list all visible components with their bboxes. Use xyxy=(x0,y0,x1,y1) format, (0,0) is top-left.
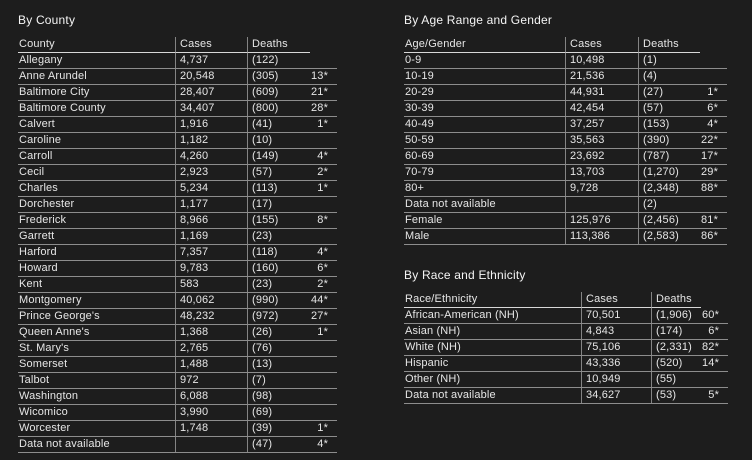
by-race-ethnicity-section xyxy=(404,269,728,404)
table-row xyxy=(18,421,337,437)
row-label: African-American (NH) xyxy=(405,309,519,321)
deaths-value: (122) xyxy=(247,53,310,68)
cases-value: 4,843 xyxy=(581,324,651,339)
column-header-spacer xyxy=(310,37,337,53)
table-row xyxy=(404,229,727,245)
table-row xyxy=(404,388,728,404)
deaths-value: (53) xyxy=(651,388,701,403)
column-header-race-ethnicity: Race/Ethnicity xyxy=(404,292,581,308)
row-label: 80+ xyxy=(405,182,425,194)
cases-value: 34,407 xyxy=(175,101,247,116)
row-label: Cecil xyxy=(19,166,45,178)
column-header-age-gender: Age/Gender xyxy=(404,37,565,53)
table-row xyxy=(404,85,727,101)
table-row xyxy=(18,165,337,181)
deaths-value: (305) xyxy=(247,69,310,84)
table-row xyxy=(18,53,337,69)
table-row xyxy=(404,197,727,213)
table-row xyxy=(404,324,728,340)
deaths-value: (2,348) xyxy=(638,181,700,196)
row-label: 50-59 xyxy=(405,134,434,146)
deaths-star-value: 5* xyxy=(708,389,719,401)
row-label: Other (NH) xyxy=(405,373,461,385)
deaths-star-value: 4* xyxy=(707,118,718,130)
table-row xyxy=(18,245,337,261)
deaths-value: (26) xyxy=(247,325,310,340)
cases-value: 113,386 xyxy=(565,229,638,244)
deaths-star-value: 4* xyxy=(317,438,328,450)
deaths-value: (13) xyxy=(247,357,310,372)
table-row xyxy=(18,101,337,117)
cases-value: 20,548 xyxy=(175,69,247,84)
row-label: Frederick xyxy=(19,214,67,226)
deaths-star-value: 22* xyxy=(701,134,718,146)
table-row xyxy=(18,197,337,213)
deaths-value: (2,456) xyxy=(638,213,700,228)
row-label: Dorchester xyxy=(19,198,75,210)
column-header-cases: Cases xyxy=(581,292,651,308)
deaths-star-value xyxy=(310,197,337,212)
row-label: Worcester xyxy=(19,422,71,434)
table-header-row xyxy=(18,37,337,53)
deaths-star-value xyxy=(701,372,728,387)
deaths-star-value: 6* xyxy=(317,262,328,274)
deaths-value: (17) xyxy=(247,197,310,212)
table-row xyxy=(404,117,727,133)
deaths-value: (55) xyxy=(651,372,701,387)
cases-value: 1,916 xyxy=(175,117,247,132)
row-label: 40-49 xyxy=(405,118,434,130)
deaths-value: (47) xyxy=(247,437,310,452)
table-row xyxy=(404,53,727,69)
row-label: Anne Arundel xyxy=(19,70,87,82)
row-label: Carroll xyxy=(19,150,53,162)
table-row xyxy=(404,372,728,388)
deaths-value: (69) xyxy=(247,405,310,420)
deaths-star-value xyxy=(310,389,337,404)
column-header-deaths: Deaths xyxy=(651,292,701,308)
cases-value: 1,182 xyxy=(175,133,247,148)
deaths-star-value xyxy=(310,357,337,372)
cases-value: 44,931 xyxy=(565,85,638,100)
deaths-star-value: 1* xyxy=(707,86,718,98)
by-county-section xyxy=(18,14,337,453)
deaths-value: (76) xyxy=(247,341,310,356)
deaths-value: (98) xyxy=(247,389,310,404)
column-header-spacer xyxy=(700,37,727,53)
cases-value: 1,488 xyxy=(175,357,247,372)
table-row xyxy=(404,356,728,372)
cases-value: 125,976 xyxy=(565,213,638,228)
cases-value: 7,357 xyxy=(175,245,247,260)
deaths-star-value: 17* xyxy=(701,150,718,162)
deaths-value: (2,583) xyxy=(638,229,700,244)
cases-value: 48,232 xyxy=(175,309,247,324)
table-row xyxy=(404,308,728,324)
deaths-star-value: 81* xyxy=(701,214,718,226)
deaths-star-value xyxy=(310,405,337,420)
deaths-star-value xyxy=(700,53,727,68)
table-row xyxy=(18,293,337,309)
row-label: White (NH) xyxy=(405,341,461,353)
table-row xyxy=(404,213,727,229)
cases-value: 37,257 xyxy=(565,117,638,132)
row-label: Queen Anne's xyxy=(19,326,90,338)
cases-value: 42,454 xyxy=(565,101,638,116)
row-label: Female xyxy=(405,214,443,226)
deaths-star-value: 1* xyxy=(317,118,328,130)
row-label: Harford xyxy=(19,246,57,258)
row-label: Caroline xyxy=(19,134,62,146)
row-label: St. Mary's xyxy=(19,342,70,354)
cases-value: 2,765 xyxy=(175,341,247,356)
cases-value: 4,737 xyxy=(175,53,247,68)
row-label: Calvert xyxy=(19,118,55,130)
deaths-star-value: 13* xyxy=(311,70,328,82)
row-label: Howard xyxy=(19,262,58,274)
deaths-star-value xyxy=(310,373,337,388)
deaths-star-value: 27* xyxy=(311,310,328,322)
section-title-by-race-ethnicity: By Race and Ethnicity xyxy=(404,268,526,282)
deaths-value: (2) xyxy=(638,197,700,212)
cases-value: 10,949 xyxy=(581,372,651,387)
deaths-value: (155) xyxy=(247,213,310,228)
column-header-spacer xyxy=(701,292,728,308)
deaths-value: (990) xyxy=(247,293,310,308)
row-label: Allegany xyxy=(19,54,63,66)
deaths-value: (57) xyxy=(638,101,700,116)
cases-value: 1,169 xyxy=(175,229,247,244)
deaths-value: (27) xyxy=(638,85,700,100)
deaths-value: (23) xyxy=(247,229,310,244)
county-table-body xyxy=(18,53,337,453)
section-title-by-county: By County xyxy=(18,13,76,27)
cases-value: 583 xyxy=(175,277,247,292)
table-row xyxy=(18,261,337,277)
deaths-star-value: 4* xyxy=(317,246,328,258)
deaths-star-value: 1* xyxy=(317,182,328,194)
section-title-by-age-gender: By Age Range and Gender xyxy=(404,13,553,27)
cases-value: 75,106 xyxy=(581,340,651,355)
deaths-value: (174) xyxy=(651,324,701,339)
deaths-value: (2,331) xyxy=(651,340,701,355)
deaths-value: (153) xyxy=(638,117,700,132)
deaths-star-value xyxy=(700,197,727,212)
cases-value: 34,627 xyxy=(581,388,651,403)
deaths-value: (4) xyxy=(638,69,700,84)
row-label: Asian (NH) xyxy=(405,325,461,337)
cases-value: 28,407 xyxy=(175,85,247,100)
deaths-value: (57) xyxy=(247,165,310,180)
cases-value: 21,536 xyxy=(565,69,638,84)
cases-value: 1,748 xyxy=(175,421,247,436)
deaths-star-value: 6* xyxy=(708,325,719,337)
deaths-star-value xyxy=(700,69,727,84)
row-label: Data not available xyxy=(405,198,496,210)
table-row xyxy=(404,101,727,117)
cases-value: 5,234 xyxy=(175,181,247,196)
row-label: 20-29 xyxy=(405,86,434,98)
row-label: Garrett xyxy=(19,230,55,242)
cases-value: 6,088 xyxy=(175,389,247,404)
deaths-star-value: 2* xyxy=(317,166,328,178)
table-header-row xyxy=(404,292,728,308)
cases-value: 9,783 xyxy=(175,261,247,276)
deaths-value: (113) xyxy=(247,181,310,196)
cases-value: 10,498 xyxy=(565,53,638,68)
deaths-star-value xyxy=(310,341,337,356)
deaths-value: (609) xyxy=(247,85,310,100)
row-label: Data not available xyxy=(19,438,110,450)
cases-value: 2,923 xyxy=(175,165,247,180)
deaths-value: (160) xyxy=(247,261,310,276)
deaths-value: (1,906) xyxy=(651,308,701,323)
row-label: 0-9 xyxy=(405,54,422,66)
table-row xyxy=(18,229,337,245)
cases-value: 70,501 xyxy=(581,308,651,323)
table-row xyxy=(18,69,337,85)
row-label: Prince George's xyxy=(19,310,100,322)
by-age-gender-section xyxy=(404,14,727,245)
cases-value xyxy=(175,437,247,452)
cases-value: 1,177 xyxy=(175,197,247,212)
table-row xyxy=(18,341,337,357)
deaths-value: (972) xyxy=(247,309,310,324)
deaths-star-value: 4* xyxy=(317,150,328,162)
column-header-county: County xyxy=(18,37,175,53)
row-label: Baltimore County xyxy=(19,102,106,114)
deaths-star-value xyxy=(310,133,337,148)
table-row xyxy=(18,309,337,325)
table-row xyxy=(18,117,337,133)
cases-value: 9,728 xyxy=(565,181,638,196)
table-row xyxy=(404,69,727,85)
table-row xyxy=(18,357,337,373)
table-row xyxy=(404,181,727,197)
age-gender-table-body xyxy=(404,53,727,245)
deaths-star-value xyxy=(310,229,337,244)
deaths-value: (7) xyxy=(247,373,310,388)
cases-value: 972 xyxy=(175,373,247,388)
row-label: Baltimore City xyxy=(19,86,90,98)
race-ethnicity-table-body xyxy=(404,308,728,404)
cases-value: 23,692 xyxy=(565,149,638,164)
row-label: 10-19 xyxy=(405,70,434,82)
column-header-cases: Cases xyxy=(175,37,247,53)
row-label: Washington xyxy=(19,390,79,402)
deaths-star-value: 44* xyxy=(311,294,328,306)
table-row xyxy=(18,85,337,101)
deaths-star-value: 82* xyxy=(702,341,719,353)
cases-value: 40,062 xyxy=(175,293,247,308)
column-header-deaths: Deaths xyxy=(247,37,310,53)
deaths-star-value: 29* xyxy=(701,166,718,178)
table-row xyxy=(18,133,337,149)
table-row xyxy=(18,181,337,197)
deaths-value: (1,270) xyxy=(638,165,700,180)
table-row xyxy=(404,133,727,149)
deaths-star-value: 88* xyxy=(701,182,718,194)
cases-value: 1,368 xyxy=(175,325,247,340)
row-label: 70-79 xyxy=(405,166,434,178)
cases-value: 8,966 xyxy=(175,213,247,228)
deaths-star-value: 6* xyxy=(707,102,718,114)
deaths-value: (23) xyxy=(247,277,310,292)
table-row xyxy=(18,373,337,389)
table-row xyxy=(18,213,337,229)
race-ethnicity-table xyxy=(404,292,728,404)
table-row xyxy=(18,277,337,293)
row-label: Montgomery xyxy=(19,294,82,306)
deaths-value: (39) xyxy=(247,421,310,436)
row-label: Wicomico xyxy=(19,406,68,418)
deaths-value: (149) xyxy=(247,149,310,164)
deaths-star-value: 28* xyxy=(311,102,328,114)
deaths-value: (118) xyxy=(247,245,310,260)
deaths-value: (390) xyxy=(638,133,700,148)
row-label: 30-39 xyxy=(405,102,434,114)
table-row xyxy=(18,389,337,405)
table-row xyxy=(404,340,728,356)
deaths-value: (10) xyxy=(247,133,310,148)
cases-value: 35,563 xyxy=(565,133,638,148)
deaths-value: (800) xyxy=(247,101,310,116)
table-row xyxy=(18,149,337,165)
table-row xyxy=(18,325,337,341)
county-table xyxy=(18,37,337,453)
cases-value: 3,990 xyxy=(175,405,247,420)
cases-value: 4,260 xyxy=(175,149,247,164)
deaths-star-value: 60* xyxy=(702,309,719,321)
row-label: Hispanic xyxy=(405,357,449,369)
deaths-value: (1) xyxy=(638,53,700,68)
row-label: Somerset xyxy=(19,358,68,370)
cases-value: 13,703 xyxy=(565,165,638,180)
deaths-star-value: 1* xyxy=(317,326,328,338)
table-row xyxy=(404,149,727,165)
deaths-value: (520) xyxy=(651,356,701,371)
deaths-value: (41) xyxy=(247,117,310,132)
deaths-star-value: 86* xyxy=(701,230,718,242)
row-label: Charles xyxy=(19,182,58,194)
deaths-star-value: 14* xyxy=(702,357,719,369)
column-header-deaths: Deaths xyxy=(638,37,700,53)
cases-value xyxy=(565,197,638,212)
row-label: Talbot xyxy=(19,374,50,386)
deaths-star-value: 21* xyxy=(311,86,328,98)
deaths-star-value: 1* xyxy=(317,422,328,434)
row-label: 60-69 xyxy=(405,150,434,162)
table-row xyxy=(18,437,337,453)
deaths-star-value: 8* xyxy=(317,214,328,226)
row-label: Kent xyxy=(19,278,43,290)
age-gender-table xyxy=(404,37,727,245)
deaths-star-value: 2* xyxy=(317,278,328,290)
row-label: Male xyxy=(405,230,430,242)
table-row xyxy=(18,405,337,421)
row-label: Data not available xyxy=(405,389,496,401)
deaths-value: (787) xyxy=(638,149,700,164)
column-header-cases: Cases xyxy=(565,37,638,53)
deaths-star-value xyxy=(310,53,337,68)
table-header-row xyxy=(404,37,727,53)
table-row xyxy=(404,165,727,181)
cases-value: 43,336 xyxy=(581,356,651,371)
